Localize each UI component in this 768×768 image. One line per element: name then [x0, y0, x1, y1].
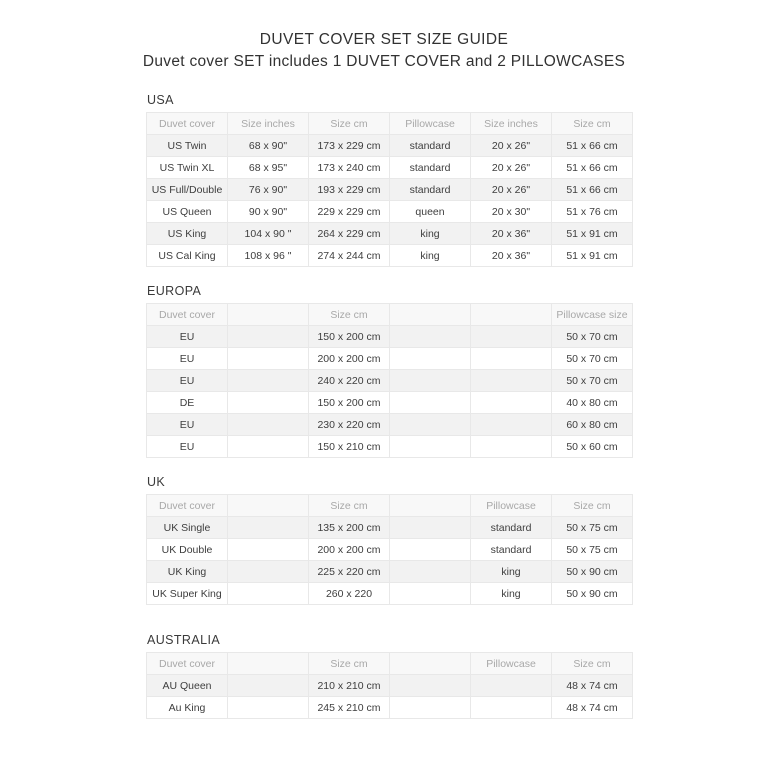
table-row [147, 517, 633, 539]
size-table-uk [146, 494, 633, 605]
table-cell: 264 x 229 cm [309, 223, 390, 245]
table-cell: 229 x 229 cm [309, 201, 390, 223]
table-cell: standard [390, 135, 471, 157]
table-cell: 51 x 66 cm [552, 135, 633, 157]
table-cell: 150 x 210 cm [309, 436, 390, 458]
column-header: Duvet cover [147, 653, 228, 675]
header-row [147, 113, 633, 135]
table-cell: 51 x 91 cm [552, 223, 633, 245]
table-cell: 50 x 60 cm [552, 436, 633, 458]
header-row [147, 495, 633, 517]
table-cell [471, 348, 552, 370]
table-cell: 20 x 26" [471, 179, 552, 201]
table-cell [471, 697, 552, 719]
table-cell: US Cal King [147, 245, 228, 267]
section-label: EUROPA [147, 284, 202, 298]
table-row [147, 348, 633, 370]
column-header: Pillowcase [471, 495, 552, 517]
table-cell: 135 x 200 cm [309, 517, 390, 539]
table-cell [471, 436, 552, 458]
table-cell [228, 561, 309, 583]
table-row [147, 392, 633, 414]
table-row [147, 414, 633, 436]
table-row [147, 179, 633, 201]
table-cell: US Twin [147, 135, 228, 157]
table-cell [390, 326, 471, 348]
column-header [390, 495, 471, 517]
table-cell: king [471, 583, 552, 605]
column-header [228, 653, 309, 675]
table-cell [390, 561, 471, 583]
table-cell: EU [147, 370, 228, 392]
table-cell: standard [390, 157, 471, 179]
table-cell: 51 x 66 cm [552, 157, 633, 179]
table-cell: 245 x 210 cm [309, 697, 390, 719]
table-cell: king [390, 223, 471, 245]
table-cell [228, 539, 309, 561]
table-cell [390, 583, 471, 605]
table-cell: 51 x 91 cm [552, 245, 633, 267]
table-row [147, 135, 633, 157]
table-cell [471, 392, 552, 414]
table-cell: DE [147, 392, 228, 414]
table-row [147, 561, 633, 583]
table-cell [228, 697, 309, 719]
section-label: UK [147, 475, 166, 489]
table-cell: 200 x 200 cm [309, 539, 390, 561]
table-row [147, 583, 633, 605]
table-cell [471, 675, 552, 697]
table-cell [390, 697, 471, 719]
table-row [147, 697, 633, 719]
table-cell [390, 348, 471, 370]
table-cell: 230 x 220 cm [309, 414, 390, 436]
column-header: Pillowcase [390, 113, 471, 135]
table-cell: 50 x 75 cm [552, 517, 633, 539]
table-cell: 193 x 229 cm [309, 179, 390, 201]
table-cell: standard [471, 517, 552, 539]
table-cell [228, 326, 309, 348]
size-tables-container [146, 93, 633, 719]
table-cell [390, 392, 471, 414]
column-header: Size cm [309, 495, 390, 517]
table-cell: 50 x 70 cm [552, 326, 633, 348]
table-cell: UK Double [147, 539, 228, 561]
table-cell [390, 414, 471, 436]
table-cell: 50 x 75 cm [552, 539, 633, 561]
table-row [147, 326, 633, 348]
table-cell: 40 x 80 cm [552, 392, 633, 414]
table-cell: 20 x 36" [471, 223, 552, 245]
table-cell: 240 x 220 cm [309, 370, 390, 392]
table-cell: 210 x 210 cm [309, 675, 390, 697]
column-header [390, 653, 471, 675]
table-row [147, 675, 633, 697]
table-cell: 200 x 200 cm [309, 348, 390, 370]
table-cell [471, 326, 552, 348]
table-cell [228, 348, 309, 370]
table-cell: 150 x 200 cm [309, 392, 390, 414]
table-cell: king [390, 245, 471, 267]
table-cell [471, 370, 552, 392]
table-cell: 20 x 26" [471, 157, 552, 179]
table-row [147, 436, 633, 458]
table-cell: 260 x 220 [309, 583, 390, 605]
table-cell [390, 675, 471, 697]
table-cell: US Twin XL [147, 157, 228, 179]
column-header: Pillowcase [471, 653, 552, 675]
table-cell: 60 x 80 cm [552, 414, 633, 436]
table-cell [228, 675, 309, 697]
table-row [147, 223, 633, 245]
table-cell: 150 x 200 cm [309, 326, 390, 348]
size-table-australia [146, 652, 633, 719]
header-row [147, 304, 633, 326]
table-cell: standard [471, 539, 552, 561]
table-cell: 50 x 70 cm [552, 370, 633, 392]
table-row [147, 539, 633, 561]
section-label: USA [147, 93, 174, 107]
table-cell [228, 370, 309, 392]
table-cell [390, 370, 471, 392]
table-row [147, 245, 633, 267]
section-australia [146, 633, 633, 719]
table-cell: US Queen [147, 201, 228, 223]
column-header [228, 495, 309, 517]
table-cell: 48 x 74 cm [552, 697, 633, 719]
table-cell: EU [147, 436, 228, 458]
table-cell: 173 x 229 cm [309, 135, 390, 157]
table-cell: 90 x 90" [228, 201, 309, 223]
column-header: Size cm [552, 495, 633, 517]
table-cell [228, 436, 309, 458]
column-header: Size inches [228, 113, 309, 135]
column-header: Pillowcase size [552, 304, 633, 326]
table-cell: EU [147, 414, 228, 436]
table-row [147, 201, 633, 223]
table-cell: US Full/Double [147, 179, 228, 201]
table-cell: UK Super King [147, 583, 228, 605]
table-cell: Au King [147, 697, 228, 719]
section-label: AUSTRALIA [147, 633, 221, 647]
column-header: Size cm [309, 113, 390, 135]
table-cell: EU [147, 326, 228, 348]
column-header: Size cm [309, 653, 390, 675]
table-cell: 274 x 244 cm [309, 245, 390, 267]
table-cell [228, 414, 309, 436]
column-header: Size cm [552, 113, 633, 135]
section-europa [146, 284, 633, 458]
table-cell: EU [147, 348, 228, 370]
table-row [147, 370, 633, 392]
size-table-europa [146, 303, 633, 458]
page-title: DUVET COVER SET SIZE GUIDE [259, 31, 509, 48]
size-table-usa [146, 112, 633, 267]
table-cell: 108 x 96 " [228, 245, 309, 267]
table-cell: 20 x 30" [471, 201, 552, 223]
column-header [471, 304, 552, 326]
table-cell: 51 x 76 cm [552, 201, 633, 223]
table-cell [390, 517, 471, 539]
column-header: Duvet cover [147, 495, 228, 517]
table-cell: UK King [147, 561, 228, 583]
table-cell [228, 392, 309, 414]
table-row [147, 157, 633, 179]
table-cell: UK Single [147, 517, 228, 539]
table-cell [390, 539, 471, 561]
table-cell [228, 583, 309, 605]
table-cell: 50 x 90 cm [552, 583, 633, 605]
column-header: Duvet cover [147, 304, 228, 326]
table-cell: queen [390, 201, 471, 223]
column-header [390, 304, 471, 326]
column-header: Size cm [309, 304, 390, 326]
table-cell: US King [147, 223, 228, 245]
table-cell: 20 x 26" [471, 135, 552, 157]
table-cell: 68 x 95" [228, 157, 309, 179]
table-cell: 51 x 66 cm [552, 179, 633, 201]
page-subtitle: Duvet cover SET includes 1 DUVET COVER and 2 PILLOWCASES [142, 53, 626, 70]
table-cell: 104 x 90 " [228, 223, 309, 245]
table-cell: 76 x 90" [228, 179, 309, 201]
column-header: Duvet cover [147, 113, 228, 135]
column-header [228, 304, 309, 326]
table-cell [228, 517, 309, 539]
table-cell: 50 x 70 cm [552, 348, 633, 370]
table-cell [390, 436, 471, 458]
table-cell: AU Queen [147, 675, 228, 697]
column-header: Size cm [552, 653, 633, 675]
table-cell: 173 x 240 cm [309, 157, 390, 179]
table-cell: standard [390, 179, 471, 201]
section-usa [146, 93, 633, 267]
header-row [147, 653, 633, 675]
table-cell: 20 x 36" [471, 245, 552, 267]
table-cell: king [471, 561, 552, 583]
table-cell [471, 414, 552, 436]
table-cell: 48 x 74 cm [552, 675, 633, 697]
section-uk [146, 475, 633, 605]
column-header: Size inches [471, 113, 552, 135]
table-cell: 50 x 90 cm [552, 561, 633, 583]
table-cell: 68 x 90" [228, 135, 309, 157]
table-cell: 225 x 220 cm [309, 561, 390, 583]
